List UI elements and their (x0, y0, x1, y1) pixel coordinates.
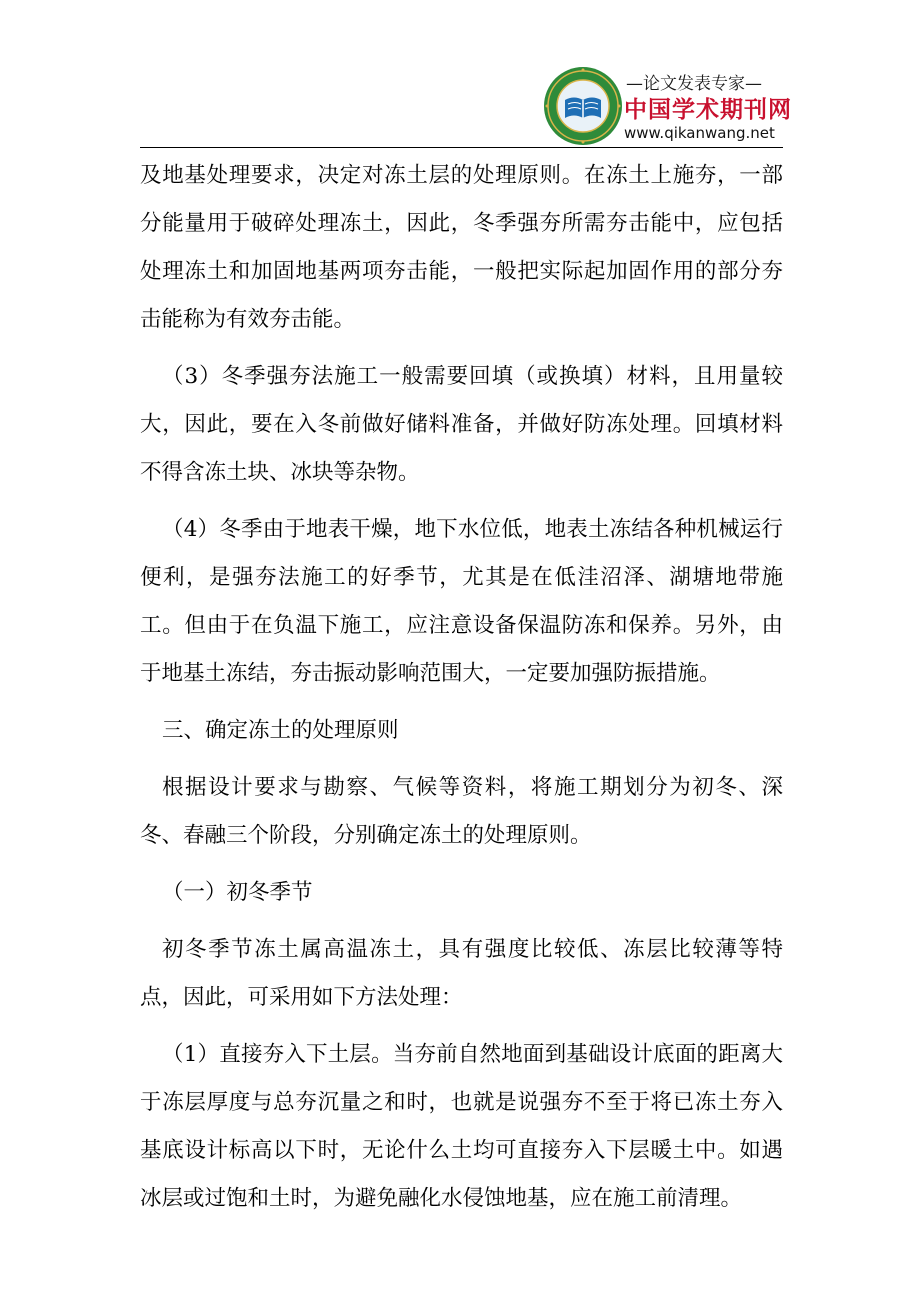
section-heading: 三、确定冻土的处理原则 (162, 718, 399, 743)
paragraph-5: 初冬季节冻土属高温冻土，具有强度比较低、冻层比较薄等特点，因此，可采用如下方法处理： (140, 937, 783, 1010)
paragraph-3: （4）冬季由于地表干燥，地下水位低，地表土冻结各种机械运行便利，是强夯法施工的好季节，尤其是在低洼沼泽、湖塘地带施工。但由于在负温下施工，应注意设备保温防冻和保养。另外，由于地基土冻结，夯击振动影响范围大，一定要加强防振措施。 (140, 517, 783, 686)
paragraph-1: 及地基处理要求，决定对冻土层的处理原则。在冻土上施夯，一部分能量用于破碎处理冻土，因此，冬季强夯所需夯击能中，应包括处理冻土和加固地基两项夯击能，一般把实际起加固作用的部分夯击能称为有效夯击能。 (140, 163, 783, 332)
logo-site-name: 中国学术期刊网 (624, 97, 792, 123)
header-divider (140, 147, 783, 148)
subsection-heading: （一）初冬季节 (162, 880, 313, 905)
page-header (0, 0, 920, 150)
logo-seal (543, 66, 623, 146)
paragraph-2: （3）冬季强夯法施工一般需要回填（或换填）材料，且用量较大，因此，要在入冬前做好储料准备，并做好防冻处理。回填材料不得含冻土块、冰块等杂物。 (140, 364, 783, 485)
document-body (140, 152, 783, 1232)
logo-url: www.qikanwang.net (624, 124, 775, 142)
paragraph-4: 根据设计要求与勘察、气候等资料，将施工期划分为初冬、深冬、春融三个阶段，分别确定冻土的处理原则。 (140, 775, 783, 848)
logo-tagline: —论文发表专家— (626, 74, 762, 94)
paragraph-6: （1）直接夯入下土层。当夯前自然地面到基础设计底面的距离大于冻层厚度与总夯沉量之和时，也就是说强夯不至于将已冻土夯入基底设计标高以下时，无论什么土均可直接夯入下层暖土中。如遇冰层或过饱和土时，为避免融化水侵蚀地基，应在施工前清理。 (140, 1042, 783, 1211)
